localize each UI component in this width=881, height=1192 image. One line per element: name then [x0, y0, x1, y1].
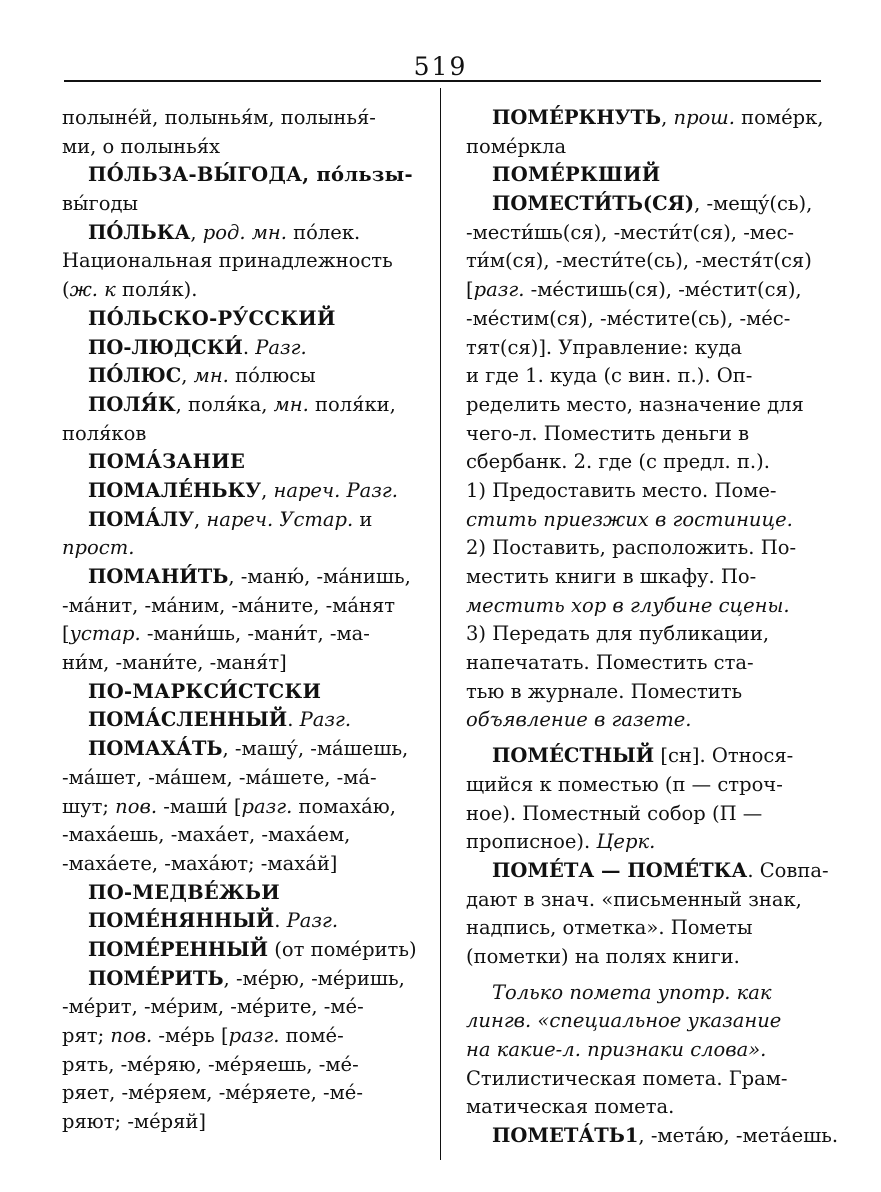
text-line: Стилистическая помета. Грам-	[466, 1066, 788, 1090]
dictionary-entry: ПО́ЛЬЗА-ВЫ́ГОДА, по́льзы-	[88, 163, 413, 187]
text-line: напечатать. Поместить ста-	[466, 651, 754, 675]
text-line: ни́м, -мани́те, -маня́т]	[62, 651, 287, 675]
dictionary-entry: ПО́ЛЬКА, род. мн. по́лек.	[88, 220, 361, 244]
dictionary-entry: ПОМЕ́НЯННЫЙ. Разг.	[88, 909, 339, 933]
text-line: -мести́шь(ся), -мести́т(ся), -мес-	[466, 220, 795, 244]
text-line: рят; пов. -ме́рь [разг. поме́-	[62, 1024, 344, 1047]
text-line: [разг. -ме́стишь(ся), -ме́стит(ся),	[466, 278, 802, 302]
text-line: -маха́ешь, -маха́ет, -маха́ем,	[62, 823, 351, 847]
dictionary-entry: ПОМЕ́РКНУТЬ, прош. поме́рк,	[492, 106, 824, 129]
text-line: ми, о полынья́х	[62, 134, 221, 158]
dictionary-entry: ПО-МЕДВЕ́ЖЬИ	[88, 880, 281, 904]
text-line: [устар. -мани́шь, -мани́т, -ма-	[62, 622, 370, 646]
text-line: -ме́рит, -ме́рим, -ме́рите, -ме́-	[62, 995, 364, 1019]
dictionary-entry: ПО́ЛЮС, мн. по́люсы	[88, 364, 316, 388]
text-line: тью в журнале. Поместить	[466, 679, 743, 703]
dictionary-entry: ПО-МАРКСИ́СТСКИ	[88, 679, 322, 703]
dictionary-entry: ПОЛЯ́К, поля́ка, мн. поля́ки,	[88, 392, 396, 416]
dictionary-entry: ПОМЕ́РИТЬ, -ме́рю, -ме́ришь,	[88, 966, 405, 990]
dictionary-entry: ПОМЕТА́ТЬ1, -мета́ю, -мета́ешь.	[492, 1124, 839, 1148]
text-line: сбербанк. 2. где (с предл. п.).	[466, 450, 770, 474]
text-line: чего-л. Поместить деньги в	[466, 421, 750, 445]
text-line: тят(ся)]. Управление: куда	[466, 335, 743, 359]
page-number: 519	[413, 52, 468, 81]
text-line: поля́ков	[62, 421, 147, 445]
text-line: ряет, -ме́ряем, -ме́ряете, -ме́-	[62, 1081, 363, 1105]
text-line: (ж. к поля́к).	[62, 278, 198, 302]
text-line: местить книги в шкафу. По-	[466, 565, 757, 588]
text-line: -ме́стим(ся), -ме́стите(сь), -ме́с-	[466, 306, 791, 330]
text-line: объявление в газете.	[466, 708, 692, 732]
text-line: матическая помета.	[466, 1095, 675, 1119]
text-line: -ма́нит, -ма́ним, -ма́ните, -ма́нят	[62, 593, 396, 617]
text-line: -маха́ете, -маха́ют; -маха́й]	[62, 851, 338, 875]
text-line: прописное). Церк.	[466, 830, 656, 854]
dictionary-entry: ПОМЕ́РЕННЫЙ (от поме́рить)	[88, 937, 417, 961]
text-line: ное). Поместный собор (П —	[466, 801, 763, 825]
text-line: 2) Поставить, расположить. По-	[466, 536, 797, 560]
dictionary-entry: ПОМЕ́СТНЫЙ [сн]. Относя-	[492, 744, 794, 768]
text-line: и где 1. куда (с вин. п.). Оп-	[466, 364, 753, 388]
text-line: местить хор в глубине сцены.	[466, 593, 790, 617]
text-line: лингв. «специальное указание	[466, 1009, 782, 1033]
text-line: 1) Предоставить место. Поме-	[466, 478, 777, 502]
text-line: стить приезжих в гостинице.	[466, 507, 793, 531]
text-line: -ма́шет, -ма́шем, -ма́шете, -ма́-	[62, 765, 377, 789]
dictionary-entry: ПОМЕ́ТА — ПОМЕ́ТКА. Совпа-	[492, 858, 829, 882]
text-line: дают в знач. «письменный знак,	[466, 887, 802, 911]
text-line: надпись, отметка». Пометы	[466, 916, 753, 940]
text-line: вы́годы	[62, 192, 138, 216]
text-line: ти́м(ся), -мести́те(сь), -местя́т(ся)	[466, 249, 812, 273]
text-line: (пометки) на полях книги.	[466, 944, 740, 968]
text-line: прост.	[62, 536, 135, 560]
dictionary-entry: ПОМА́СЛЕННЫЙ. Разг.	[88, 708, 352, 732]
right-column	[466, 104, 839, 1151]
text-line: ределить место, назначение для	[466, 392, 804, 416]
text-line: на какие-л. признаки слова».	[466, 1038, 767, 1061]
text-line: полыне́й, полынья́м, полынья́-	[62, 106, 376, 129]
text-line: шут; пов. -маши́ [разг. помаха́ю,	[62, 794, 396, 818]
dictionary-entry: ПОМЕ́РКШИЙ	[492, 163, 661, 187]
dictionary-entry: ПОМАНИ́ТЬ, -маню́, -ма́нишь,	[88, 565, 411, 588]
text-line: ряют; -ме́ряй]	[62, 1110, 207, 1134]
dictionary-entry: ПОМЕСТИ́ТЬ(СЯ), -мещу́(сь),	[492, 192, 813, 216]
text-line: 3) Передать для публикации,	[466, 622, 770, 646]
text-line: поме́ркла	[466, 134, 567, 158]
dictionary-entry: ПО́ЛЬСКО-РУ́ССКИЙ	[88, 306, 336, 330]
dictionary-entry: ПОМА́ЛУ, нареч. Устар. и	[88, 507, 373, 531]
dictionary-entry: ПОМАЛЕ́НЬКУ, нареч. Разг.	[88, 478, 398, 502]
dictionary-entry: ПОМАХА́ТЬ, -машу́, -ма́шешь,	[88, 737, 409, 761]
column-divider	[440, 88, 441, 1160]
header-rule	[64, 80, 821, 82]
dictionary-entry: ПОМА́ЗАНИЕ	[88, 450, 246, 474]
text-line: Национальная принадлежность	[62, 249, 393, 273]
text-line: Только помета употр. как	[492, 980, 772, 1004]
text-line: щийся к поместью (п — строч-	[466, 772, 783, 796]
dictionary-entry: ПО-ЛЮДСКИ́. Разг.	[88, 335, 307, 359]
text-line: рять, -ме́ряю, -ме́ряешь, -ме́-	[62, 1052, 359, 1076]
left-column	[62, 104, 420, 1137]
